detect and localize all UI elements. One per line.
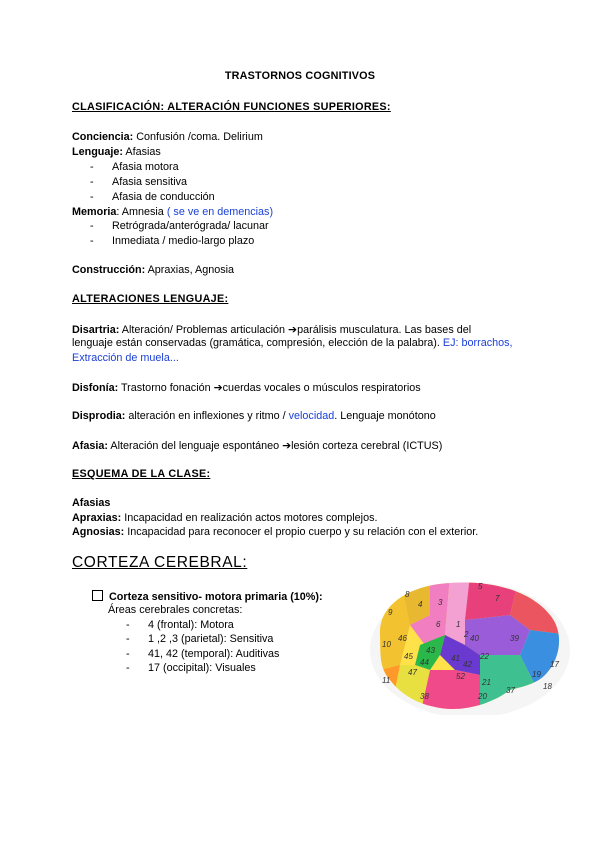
svg-text:37: 37: [506, 686, 515, 695]
svg-text:44: 44: [420, 658, 429, 667]
svg-text:39: 39: [510, 634, 519, 643]
svg-text:3: 3: [438, 598, 443, 607]
svg-text:40: 40: [470, 634, 479, 643]
svg-text:42: 42: [463, 660, 472, 669]
checkbox[interactable]: [92, 590, 103, 601]
svg-text:18: 18: [543, 682, 552, 691]
svg-text:4: 4: [418, 600, 423, 609]
line-disfonia: Disfonía: Trastorno fonación ➔cuerdas vocales o músculos respiratorios: [72, 382, 421, 394]
label-lenguaje: Lenguaje:: [72, 146, 123, 158]
svg-text:46: 46: [398, 634, 407, 643]
list-item: - 4 (frontal): Motora: [126, 619, 234, 631]
svg-text:20: 20: [478, 692, 487, 701]
line-memoria: Memoria: Amnesia ( se ve en demencias): [72, 206, 274, 218]
svg-text:11: 11: [382, 676, 391, 685]
line-construccion: Construcción: Apraxias, Agnosia: [72, 264, 235, 276]
heading-clasificacion: CLASIFICACIÓN: ALTERACIÓN FUNCIONES SUPERIORES:: [72, 101, 391, 113]
svg-text:9: 9: [388, 608, 393, 617]
svg-text:43: 43: [426, 646, 435, 655]
line-afasia: Afasia: Alteración del lenguaje espontáneo ➔lesión corteza cerebral (ICTUS): [72, 440, 443, 452]
subtitle-areas: Áreas cerebrales concretas:: [108, 604, 243, 616]
line-agnosias: Agnosias: Incapacidad para reconocer el propio cuerpo y su relación con el exterior.: [72, 526, 479, 538]
svg-text:41: 41: [451, 654, 460, 663]
page-title: TRASTORNOS COGNITIVOS: [224, 70, 376, 82]
svg-text:6: 6: [436, 620, 441, 629]
svg-text:17: 17: [550, 660, 559, 669]
list-item: - Afasia motora: [90, 161, 179, 173]
line-apraxias: Apraxias: Incapacidad en realización actos motores complejos.: [72, 512, 378, 524]
note-memoria: ( se ve en demencias): [166, 206, 274, 218]
brain-map-image: [360, 575, 570, 715]
svg-text:5: 5: [478, 582, 483, 591]
list-item: - Retrógrada/anterógrada/ lacunar: [90, 220, 269, 232]
list-item: - Afasia de conducción: [90, 191, 215, 203]
label-conciencia: Conciencia:: [72, 131, 134, 143]
line-disartria-2: lenguaje están conservadas (gramática, compresión, elección de la palabra). EJ: borrachos,: [72, 337, 513, 349]
heading-corteza: CORTEZA CEREBRAL:: [72, 554, 248, 571]
list-item: - Inmediata / medio-largo plazo: [90, 235, 255, 247]
line-disartria-3: Extracción de muela...: [72, 352, 179, 364]
svg-text:38: 38: [420, 692, 429, 701]
heading-esquema: ESQUEMA DE LA CLASE:: [72, 468, 211, 480]
list-item: - 1 ,2 ,3 (parietal): Sensitiva: [126, 633, 274, 645]
line-disartria: Disartria: Alteración/ Problemas articulación ➔parálisis musculatura. Las bases del: [72, 324, 472, 336]
svg-text:8: 8: [405, 590, 410, 599]
text-conciencia: Confusión /coma. Delirium: [133, 131, 263, 143]
check-item: Corteza sensitivo- motora primaria (10%):: [92, 590, 323, 603]
line-lenguaje: [72, 146, 161, 158]
label-memoria: Memoria: [72, 206, 117, 218]
svg-text:19: 19: [532, 670, 541, 679]
line-disprodia: Disprodia: alteración en inflexiones y ritmo / velocidad. Lenguaje monótono: [72, 410, 436, 422]
line-afasias: Afasias: [72, 497, 111, 509]
list-item: - 41, 42 (temporal): Auditivas: [126, 648, 280, 660]
svg-text:21: 21: [482, 678, 491, 687]
line-conciencia: [72, 131, 263, 143]
list-item: - 17 (occipital): Visuales: [126, 662, 256, 674]
svg-text:1: 1: [456, 620, 461, 629]
svg-text:45: 45: [404, 652, 413, 661]
text-lenguaje: Afasias: [123, 146, 161, 158]
list-item: - Afasia sensitiva: [90, 176, 188, 188]
heading-alteraciones: ALTERACIONES LENGUAJE:: [72, 293, 229, 305]
svg-text:7: 7: [495, 594, 500, 603]
svg-text:22: 22: [480, 652, 489, 661]
svg-text:52: 52: [456, 672, 465, 681]
svg-text:47: 47: [408, 668, 417, 677]
svg-text:2: 2: [464, 630, 469, 639]
svg-text:10: 10: [382, 640, 391, 649]
